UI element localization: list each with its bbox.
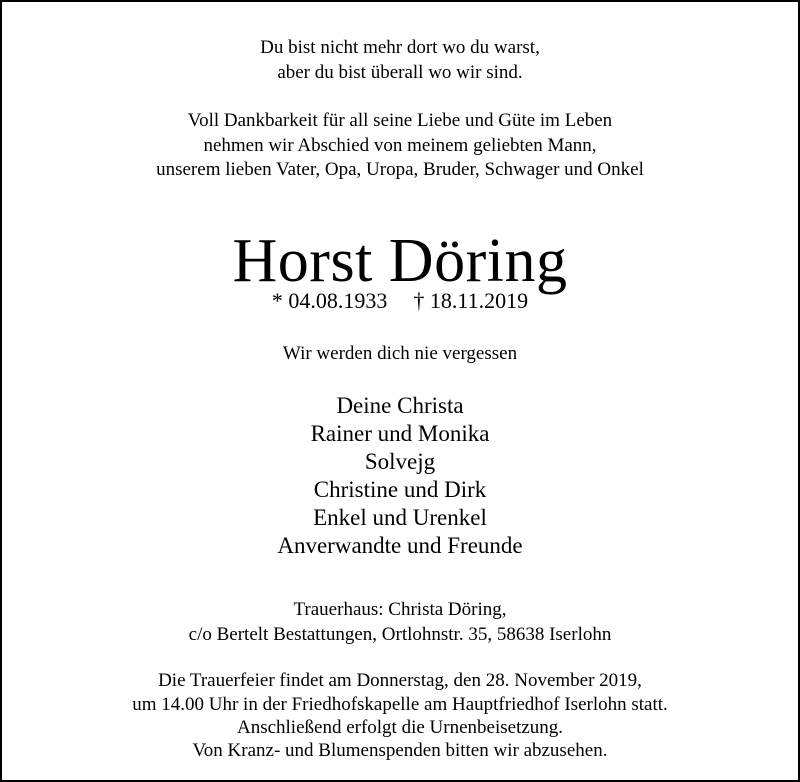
mourner-6: Anverwandte und Freunde (277, 533, 523, 558)
ceremony-line-1: Die Trauerfeier findet am Donnerstag, den 28. November 2019, (158, 670, 642, 691)
motto-line-2: aber du bist überall wo wir sind. (277, 62, 523, 83)
ceremony-line-3: Anschließend erfolgt die Urnenbeisetzung. (236, 717, 564, 738)
birth-date: * 04.08.1933 (271, 288, 388, 313)
life-dates (2, 290, 798, 312)
mourner-2: Rainer und Monika (310, 421, 490, 446)
farewell-line: Wir werden dich nie vergessen (282, 343, 518, 364)
deceased-name: Horst Döring (232, 227, 568, 295)
intro-line-3: unserem lieben Vater, Opa, Uropa, Bruder, Schwager und Onkel (156, 159, 644, 180)
ceremony-line-2: um 14.00 Uhr in der Friedhofskapelle am Hauptfriedhof Iserlohn statt. (132, 694, 668, 715)
intro-line-1: Voll Dankbarkeit für all seine Liebe und Güte im Leben (187, 110, 613, 131)
motto-line-1: Du bist nicht mehr dort wo du warst, (260, 37, 540, 58)
death-date: † 18.11.2019 (413, 288, 529, 313)
address-line-1: Trauerhaus: Christa Döring, (293, 599, 507, 620)
mourner-3: Solvejg (364, 449, 436, 474)
mourner-4: Christine und Dirk (313, 477, 487, 502)
ceremony-line-4: Von Kranz- und Blumenspenden bitten wir abzusehen. (192, 740, 608, 761)
mourner-1: Deine Christa (336, 393, 464, 418)
mourner-5: Enkel und Urenkel (313, 505, 487, 530)
address-line-2: c/o Bertelt Bestattungen, Ortlohnstr. 35, 58638 Iserlohn (188, 624, 612, 645)
intro-line-2: nehmen wir Abschied von meinem geliebten Mann, (203, 135, 597, 156)
